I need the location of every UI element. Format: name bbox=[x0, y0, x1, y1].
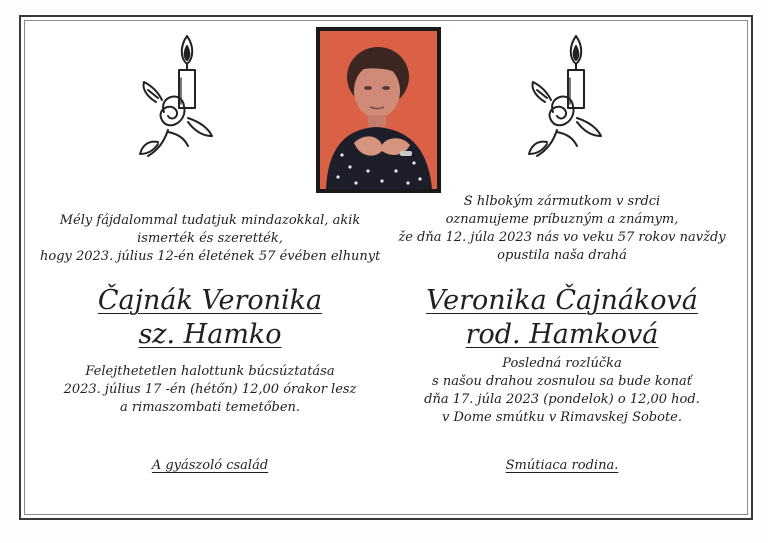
funeral-line: Felejthetetlen halottunk búcsúztatása bbox=[85, 364, 335, 379]
intro-line: hogy 2023. július 12-én életének 57 évében elhunyt bbox=[40, 249, 381, 264]
slovak-intro bbox=[392, 193, 732, 265]
intro-line: Mély fájdalommal tudatjuk mindazokkal, akik bbox=[59, 213, 361, 228]
deceased-name: Veronika Čajnáková bbox=[426, 285, 698, 316]
portrait-frame bbox=[316, 27, 441, 193]
intro-line: S hlbokým zármutkom v srdci bbox=[463, 194, 661, 209]
intro-line: opustila naša drahá bbox=[497, 248, 627, 263]
slovak-name-block bbox=[392, 284, 732, 352]
hungarian-intro bbox=[40, 212, 380, 266]
hungarian-funeral-info bbox=[40, 363, 380, 417]
maiden-name: sz. Hamko bbox=[138, 319, 282, 350]
deceased-name: Čajnák Veronika bbox=[97, 285, 323, 316]
funeral-line: Posledná rozlúčka bbox=[502, 356, 622, 371]
candle-rose-icon bbox=[527, 30, 609, 162]
funeral-line: s našou drahou zosnulou sa bude konať bbox=[432, 374, 692, 389]
intro-line: oznamujeme príbuzným a známym, bbox=[445, 212, 679, 227]
funeral-line: 2023. július 17 -én (hétőn) 12,00 órakor lesz bbox=[63, 382, 357, 397]
slovak-funeral-info bbox=[392, 355, 732, 427]
candle-rose-icon bbox=[138, 30, 220, 162]
funeral-line: v Dome smútku v Rimavskej Sobote. bbox=[441, 410, 683, 425]
funeral-line: dňa 17. júla 2023 (pondelok) o 12,00 hod. bbox=[424, 392, 700, 407]
intro-line: že dňa 12. júla 2023 nás vo veku 57 rokov navždy bbox=[398, 230, 726, 245]
funeral-line: a rimaszombati temetőben. bbox=[119, 400, 301, 415]
hungarian-signature-block bbox=[40, 457, 380, 475]
maiden-name: rod. Hamková bbox=[465, 319, 659, 350]
family-signature: A gyászoló család bbox=[151, 458, 269, 473]
family-signature: Smútiaca rodina. bbox=[505, 458, 619, 473]
intro-line: ismerték és szerették, bbox=[137, 231, 283, 246]
portrait-photo bbox=[320, 31, 437, 189]
slovak-signature-block bbox=[392, 457, 732, 475]
hungarian-name-block bbox=[40, 284, 380, 352]
